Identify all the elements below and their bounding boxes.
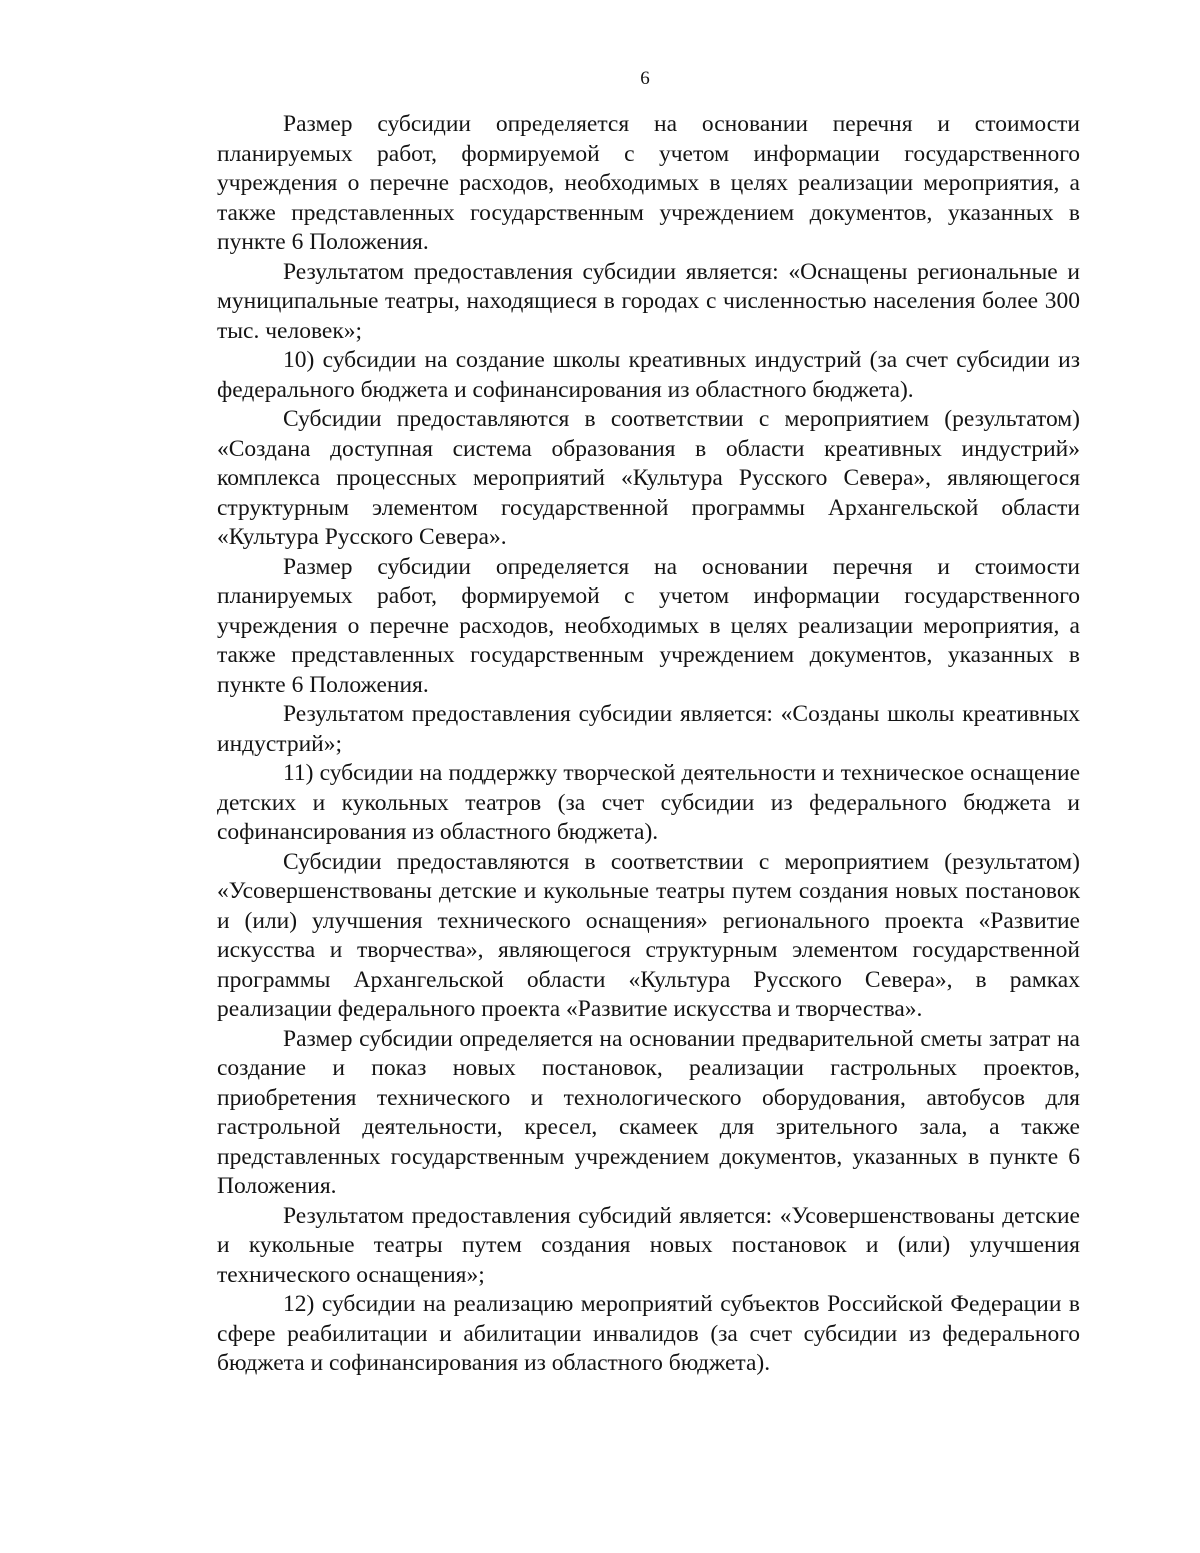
page-number: 6 (640, 68, 650, 89)
paragraph-result-schools-created: Результатом предоставления субсидии является: «Созданы школы креативных индустрий»; (217, 701, 1080, 757)
paragraph-subsidy-size-1: Размер субсидии определяется на основании перечня и стоимости планируемых работ, формируемой с учетом информации государственного учреждения о перечне расходов, необходимых в целях реализации мероприятия, а также представленных государственным учреждением документов, указанных в пункте 6 Положения. (217, 111, 1080, 255)
paragraph-subsidy-size-3: Размер субсидии определяется на основании предварительной сметы затрат на создание и показ новых постановок, реализации гастрольных проектов, приобретения технического и технологического оборудования, автобусов для гастрольной деятельности, кресел, скамеек для зрительного зала, а также представленных государственным учреждением документов, указанных в пункте 6 Положения. (217, 1025, 1080, 1199)
paragraph-result-theatres-improved: Результатом предоставления субсидий является: «Усовершенствованы детские и кукольные театры путем создания новых постановок и (или) улучшения технического оснащения»; (217, 1202, 1080, 1288)
paragraph-result-theatres-equipped: Результатом предоставления субсидии является: «Оснащены региональные и муниципальные театры, находящиеся в городах с численностью населения более 300 тыс. человек»; (217, 258, 1080, 344)
document-body (217, 110, 1080, 1379)
paragraph-subsidy-size-2: Размер субсидии определяется на основании перечня и стоимости планируемых работ, формируемой с учетом информации государственного учреждения о перечне расходов, необходимых в целях реализации мероприятия, а также представленных государственным учреждением документов, указанных в пункте 6 Положения. (217, 553, 1080, 698)
paragraph-item-10: 10) субсидии на создание школы креативных индустрий (за счет субсидии из федерального бюджета и софинансирования из областного бюджета). (217, 347, 1080, 403)
paragraph-subsidies-provided-2: Субсидии предоставляются в соответствии с мероприятием (результатом) «Усовершенствованы детские и кукольные театры путем создания новых постановок и (или) улучшения технического оснащения» регионального проекта «Развитие искусства и творчества», являющегося структурным элементом государственной программы Архангельской области «Культура Русского Севера», в рамках реализации федерального проекта «Развитие искусства и творчества». (217, 848, 1080, 1022)
paragraph-item-12: 12) субсидии на реализацию мероприятий субъектов Российской Федерации в сфере реабилитации и абилитации инвалидов (за счет субсидии из федерального бюджета и софинансирования из областного бюджета). (217, 1291, 1080, 1376)
paragraph-item-11: 11) субсидии на поддержку творческой деятельности и техническое оснащение детских и кукольных театров (за счет субсидии из федерального бюджета и софинансирования из областного бюджета). (217, 760, 1080, 845)
paragraph-subsidies-provided-1: Субсидии предоставляются в соответствии с мероприятием (результатом) «Создана доступная система образования в области креативных индустрий» комплекса процессных мероприятий «Культура Русского Севера», являющегося структурным элементом государственной программы Архангельской области «Культура Русского Севера». (217, 406, 1080, 550)
